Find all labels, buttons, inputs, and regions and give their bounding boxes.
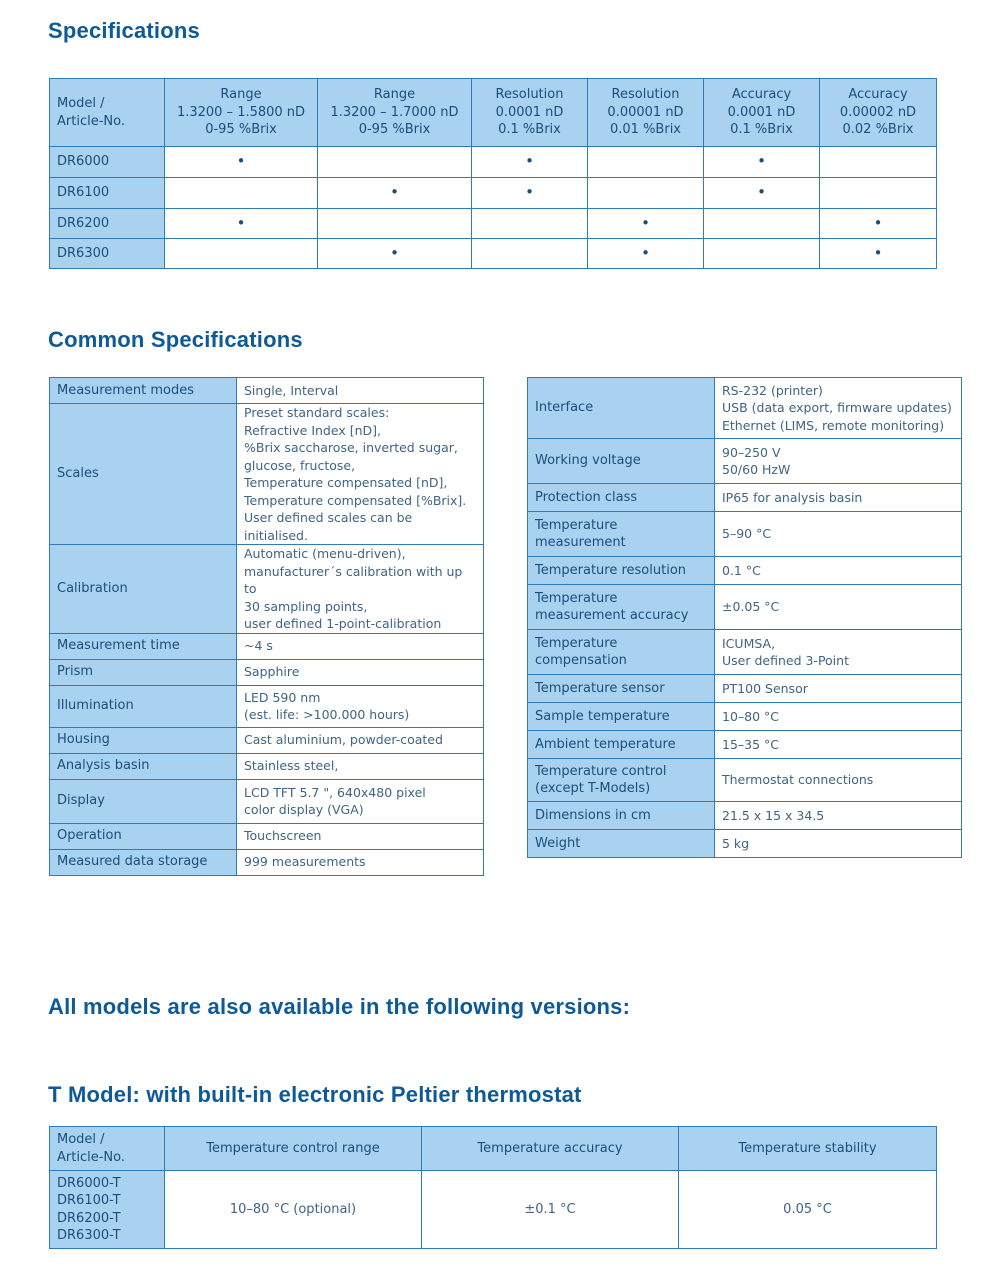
spec-value: LED 590 nm (est. life: >100.000 hours) (237, 685, 484, 727)
temperature-control-range-header: Temperature control range (165, 1127, 422, 1171)
spec-value: Preset standard scales: Refractive Index [nD], %Brix saccharose, inverted sugar, glucose, fructose, Temperature compensated [nD], Temperature compensated [%Brix]. User defined scales can be initialised. (237, 404, 484, 545)
spec-label: Interface (528, 378, 715, 439)
spec-value: LCD TFT 5.7 ", 640x480 pixel color display (VGA) (237, 779, 484, 823)
temperature-accuracy-header: Temperature accuracy (422, 1127, 679, 1171)
spec-label: Temperature compensation (528, 630, 715, 675)
spec-label: Protection class (528, 484, 715, 512)
availability-dot (820, 147, 937, 178)
resolution-2-header: Resolution 0.00001 nD 0.01 %Brix (588, 79, 704, 147)
table-row (528, 675, 962, 703)
table-row (50, 404, 484, 545)
model-name: DR6100 (50, 178, 165, 209)
t-model-names: DR6000-T DR6100-T DR6200-T DR6300-T (50, 1171, 165, 1249)
spec-header-row (50, 79, 937, 147)
table-row (528, 484, 962, 512)
accuracy-2-header: Accuracy 0.00002 nD 0.02 %Brix (820, 79, 937, 147)
table-row (50, 209, 937, 239)
spec-label: Calibration (50, 545, 237, 634)
specifications-title: Specifications (48, 18, 200, 43)
spec-value: PT100 Sensor (715, 675, 962, 703)
spec-label: Weight (528, 830, 715, 858)
range-2-header: Range 1.3200 – 1.7000 nD 0-95 %Brix (318, 79, 472, 147)
table-row (50, 1171, 937, 1249)
spec-label: Measurement modes (50, 378, 237, 404)
table-row (528, 378, 962, 439)
table-row (50, 823, 484, 849)
model-column-header: Model / Article-No. (50, 79, 165, 147)
table-row (528, 512, 962, 557)
spec-value: 5–90 °C (715, 512, 962, 557)
table-row (50, 727, 484, 753)
spec-label: Operation (50, 823, 237, 849)
table-row (528, 802, 962, 830)
spec-value: Touchscreen (237, 823, 484, 849)
table-row (50, 239, 937, 269)
spec-value: RS-232 (printer) USB (data export, firmware updates) Ethernet (LIMS, remote monitoring) (715, 378, 962, 439)
spec-label: Sample temperature (528, 703, 715, 731)
common-specs-left-table (49, 377, 484, 876)
table-row (528, 630, 962, 675)
spec-value: Automatic (menu-driven), manufacturer´s calibration with up to 30 sampling points, user defined 1-point-calibration (237, 545, 484, 634)
availability-dot: • (588, 239, 704, 269)
spec-label: Prism (50, 659, 237, 685)
spec-value: ±0.05 °C (715, 585, 962, 630)
availability-dot: • (820, 209, 937, 239)
spec-label: Illumination (50, 685, 237, 727)
temperature-accuracy-value: ±0.1 °C (422, 1171, 679, 1249)
table-row (50, 659, 484, 685)
model-name: DR6300 (50, 239, 165, 269)
spec-label: Working voltage (528, 439, 715, 484)
spec-value: 21.5 x 15 x 34.5 (715, 802, 962, 830)
availability-dot (318, 147, 472, 178)
t-model-title: T Model: with built-in electronic Peltier thermostat (48, 1082, 582, 1107)
resolution-1-header: Resolution 0.0001 nD 0.1 %Brix (472, 79, 588, 147)
spec-value: 15–35 °C (715, 731, 962, 759)
spec-value: Single, Interval (237, 378, 484, 404)
spec-value: 5 kg (715, 830, 962, 858)
availability-dot (472, 209, 588, 239)
availability-dot (704, 209, 820, 239)
spec-label: Measured data storage (50, 849, 237, 875)
spec-label: Scales (50, 404, 237, 545)
availability-dot: • (472, 147, 588, 178)
table-row (50, 849, 484, 875)
availability-dot (165, 178, 318, 209)
table-row (528, 731, 962, 759)
spec-label: Housing (50, 727, 237, 753)
table-row (50, 633, 484, 659)
spec-value: 0.1 °C (715, 557, 962, 585)
spec-label: Temperature sensor (528, 675, 715, 703)
t-model-header-row (50, 1127, 937, 1171)
spec-value: IP65 for analysis basin (715, 484, 962, 512)
spec-value: Stainless steel, (237, 753, 484, 779)
availability-dot (472, 239, 588, 269)
spec-label: Display (50, 779, 237, 823)
table-row (528, 703, 962, 731)
table-row (528, 585, 962, 630)
table-row (50, 178, 937, 209)
table-row (528, 830, 962, 858)
availability-dot: • (165, 209, 318, 239)
temperature-stability-header: Temperature stability (679, 1127, 937, 1171)
availability-dot: • (704, 178, 820, 209)
table-row (528, 439, 962, 484)
spec-value: 999 measurements (237, 849, 484, 875)
table-row (50, 753, 484, 779)
availability-dot (704, 239, 820, 269)
table-row (50, 779, 484, 823)
range-1-header: Range 1.3200 – 1.5800 nD 0-95 %Brix (165, 79, 318, 147)
model-column-header: Model / Article-No. (50, 1127, 165, 1171)
table-row (528, 557, 962, 585)
common-specifications-title: Common Specifications (48, 327, 303, 352)
temperature-stability-value: 0.05 °C (679, 1171, 937, 1249)
spec-label: Measurement time (50, 633, 237, 659)
spec-value: ICUMSA, User defined 3-Point (715, 630, 962, 675)
spec-label: Dimensions in cm (528, 802, 715, 830)
availability-dot (588, 178, 704, 209)
spec-value: Thermostat connections (715, 759, 962, 802)
model-name: DR6000 (50, 147, 165, 178)
table-row (50, 147, 937, 178)
table-row (50, 545, 484, 634)
spec-value: 10–80 °C (715, 703, 962, 731)
t-model-table (49, 1126, 937, 1249)
spec-value: Cast aluminium, powder-coated (237, 727, 484, 753)
spec-label: Ambient temperature (528, 731, 715, 759)
spec-value: Sapphire (237, 659, 484, 685)
specifications-table (49, 78, 937, 269)
table-row (50, 378, 484, 404)
spec-label: Analysis basin (50, 753, 237, 779)
spec-value: ~4 s (237, 633, 484, 659)
availability-dot (820, 178, 937, 209)
availability-dot: • (472, 178, 588, 209)
spec-label: Temperature measurement (528, 512, 715, 557)
table-row (50, 685, 484, 727)
availability-dot (165, 239, 318, 269)
accuracy-1-header: Accuracy 0.0001 nD 0.1 %Brix (704, 79, 820, 147)
availability-dot: • (318, 178, 472, 209)
availability-dot: • (318, 239, 472, 269)
spec-label: Temperature resolution (528, 557, 715, 585)
common-specs-right-table (527, 377, 962, 858)
versions-heading: All models are also available in the following versions: (48, 994, 631, 1019)
spec-label: Temperature measurement accuracy (528, 585, 715, 630)
availability-dot (318, 209, 472, 239)
table-row (528, 759, 962, 802)
temperature-control-range-value: 10–80 °C (optional) (165, 1171, 422, 1249)
availability-dot: • (165, 147, 318, 178)
spec-value: 90–250 V 50/60 HzW (715, 439, 962, 484)
availability-dot: • (704, 147, 820, 178)
availability-dot (588, 147, 704, 178)
availability-dot: • (820, 239, 937, 269)
model-name: DR6200 (50, 209, 165, 239)
availability-dot: • (588, 209, 704, 239)
spec-label: Temperature control (except T-Models) (528, 759, 715, 802)
